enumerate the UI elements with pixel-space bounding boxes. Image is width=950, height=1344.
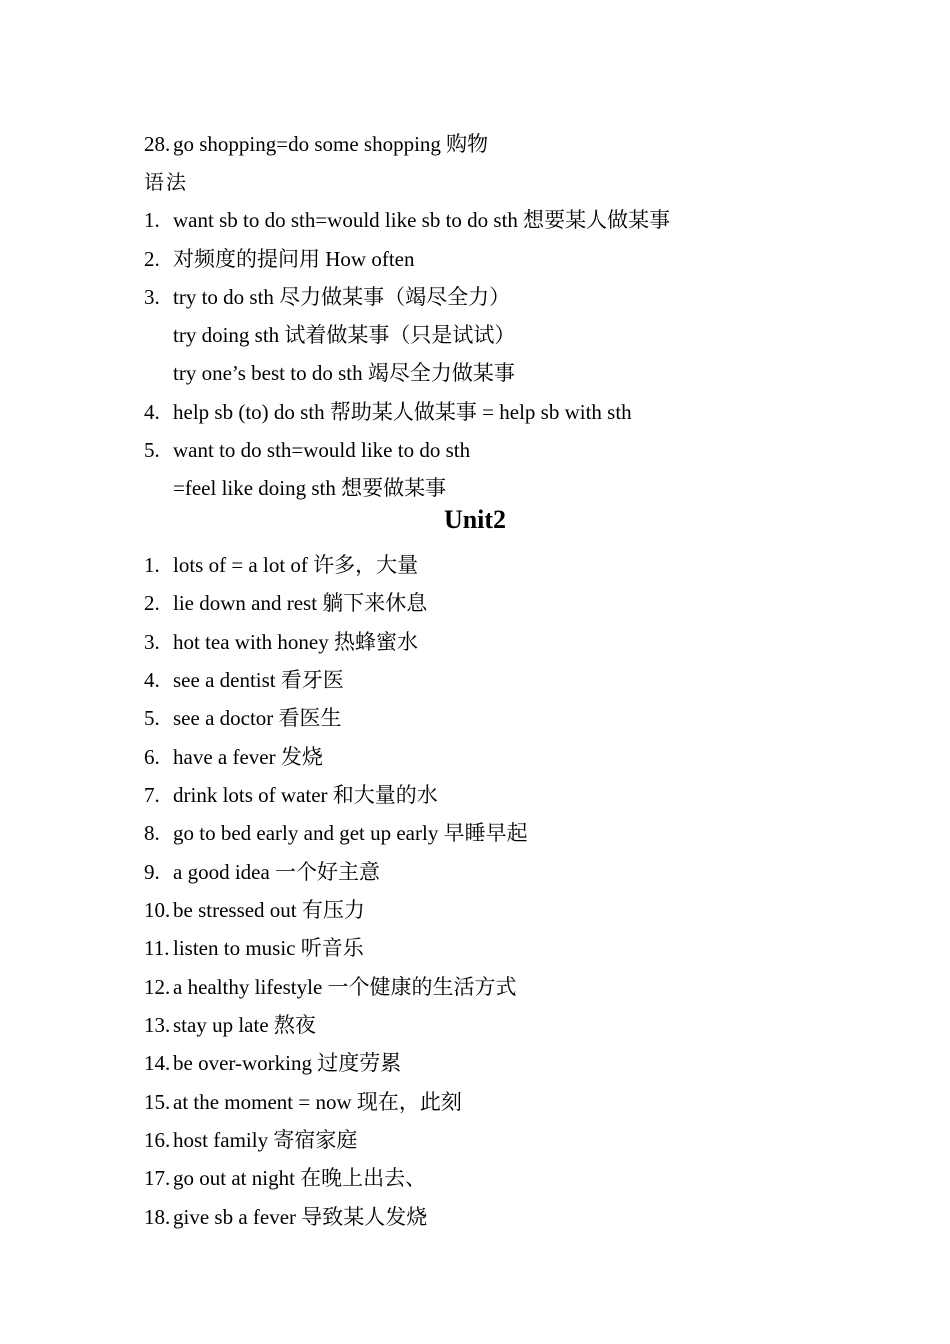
item-text: a good idea 一个好主意: [173, 860, 381, 884]
item-text: 对频度的提问用 How often: [173, 247, 415, 271]
list-item: [144, 129, 488, 159]
list-item: [144, 972, 517, 1002]
list-item: [144, 1048, 401, 1078]
list-item: [144, 435, 470, 465]
section-heading-unit2: Unit2: [443, 505, 507, 534]
list-item-continuation: [173, 358, 515, 388]
item-number: 3.: [144, 285, 160, 309]
item-text: have a fever 发烧: [173, 745, 323, 769]
item-number: 5.: [144, 706, 160, 730]
list-item: [144, 1087, 462, 1117]
item-text: drink lots of water 和大量的水: [173, 783, 438, 807]
list-item-continuation: [173, 320, 515, 350]
item-text: try to do sth 尽力做某事（竭尽全力）: [173, 285, 511, 309]
item-number: 2.: [144, 591, 160, 615]
item-text: at the moment = now 现在，此刻: [173, 1090, 462, 1114]
list-item: [144, 665, 344, 695]
list-item: [144, 857, 380, 887]
item-text: go to bed early and get up early 早睡早起: [173, 821, 528, 845]
list-item: [144, 550, 418, 580]
item-number: 8.: [144, 821, 160, 845]
item-text: see a dentist 看牙医: [173, 668, 344, 692]
item-text: want sb to do sth=would like sb to do sth 想要某人做某事: [173, 208, 671, 232]
list-item: [144, 742, 323, 772]
item-text: lots of = a lot of 许多，大量: [173, 553, 419, 577]
list-item: [144, 588, 427, 618]
list-item: [144, 780, 438, 810]
item-text: try doing sth 试着做某事（只是试试）: [173, 323, 516, 347]
item-number: 1.: [144, 208, 160, 232]
item-text: go out at night 在晚上出去、: [173, 1166, 427, 1190]
item-number: 12.: [144, 975, 171, 999]
item-text: stay up late 熬夜: [173, 1013, 316, 1037]
list-item: [144, 1125, 357, 1155]
list-item: [144, 1010, 316, 1040]
item-number: 2.: [144, 247, 160, 271]
item-number: 5.: [144, 438, 160, 462]
list-item: [144, 895, 365, 925]
list-item: [144, 244, 414, 274]
item-number: 1.: [144, 553, 160, 577]
list-item: [144, 1163, 426, 1193]
item-number: 4.: [144, 400, 160, 424]
item-text: be over-working 过度劳累: [173, 1051, 402, 1075]
list-item: [144, 1202, 427, 1232]
item-number: 9.: [144, 860, 160, 884]
item-number: 3.: [144, 630, 160, 654]
item-text: a healthy lifestyle 一个健康的生活方式: [173, 975, 517, 999]
item-text: lie down and rest 躺下来休息: [173, 591, 428, 615]
list-item-continuation: [173, 473, 446, 503]
item-number: 17.: [144, 1166, 171, 1190]
item-number: 28.: [144, 132, 171, 156]
item-number: 15.: [144, 1090, 171, 1114]
item-text: host family 寄宿家庭: [173, 1128, 358, 1152]
item-text: hot tea with honey 热蜂蜜水: [173, 630, 418, 654]
list-item: [144, 205, 670, 235]
item-number: 6.: [144, 745, 160, 769]
list-item: [144, 703, 342, 733]
item-number: 11.: [144, 936, 170, 960]
item-text: want to do sth=would like to do sth: [173, 438, 471, 462]
item-text: see a doctor 看医生: [173, 706, 342, 730]
item-text: go shopping=do some shopping 购物: [173, 132, 489, 156]
item-number: 16.: [144, 1128, 171, 1152]
list-item: [144, 933, 364, 963]
item-number: 13.: [144, 1013, 171, 1037]
item-text: be stressed out 有压力: [173, 898, 365, 922]
item-number: 14.: [144, 1051, 171, 1075]
list-item: [144, 627, 418, 657]
item-text: help sb (to) do sth 帮助某人做某事 = help sb with sth: [173, 400, 632, 424]
list-item: [144, 818, 528, 848]
list-item: [144, 397, 632, 427]
section-title-grammar: 语法: [144, 170, 188, 194]
item-number: 18.: [144, 1205, 171, 1229]
list-item: [144, 282, 510, 312]
item-text: =feel like doing sth 想要做某事: [173, 476, 447, 500]
item-text: try one’s best to do sth 竭尽全力做某事: [173, 361, 515, 385]
item-text: give sb a fever 导致某人发烧: [173, 1205, 428, 1229]
item-text: listen to music 听音乐: [173, 936, 364, 960]
item-number: 10.: [144, 898, 171, 922]
item-number: 7.: [144, 783, 160, 807]
item-number: 4.: [144, 668, 160, 692]
